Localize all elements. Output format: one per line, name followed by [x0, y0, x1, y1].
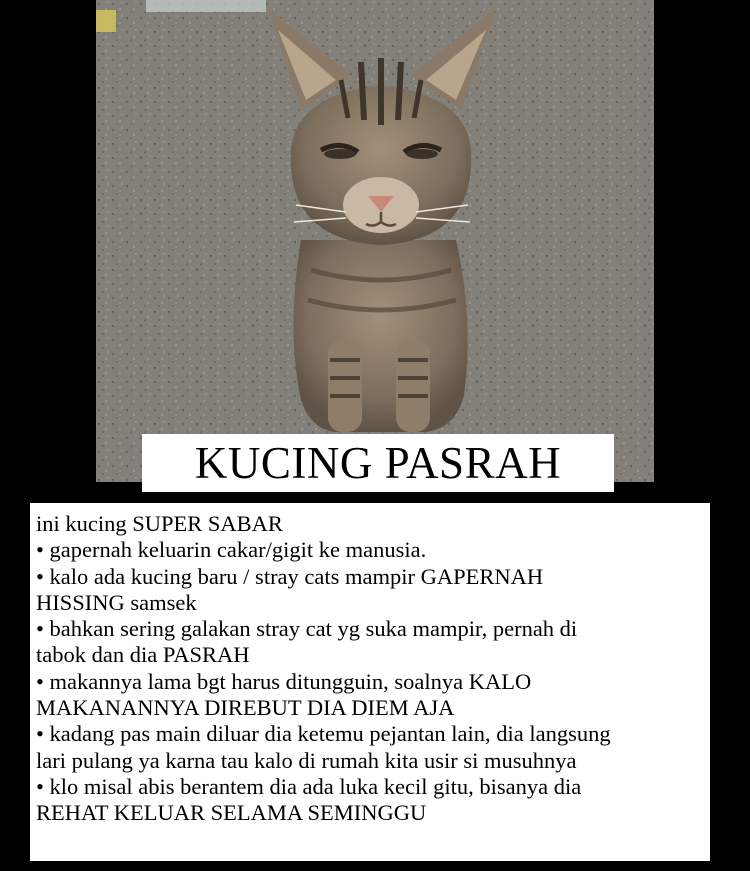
- description-line: ini kucing SUPER SABAR: [36, 511, 283, 536]
- description-line: lari pulang ya karna tau kalo di rumah kita usir si musuhnya: [36, 747, 577, 773]
- cat-photo: [96, 0, 654, 482]
- description-line: • kadang pas main diluar dia ketemu pejantan lain, dia langsung: [36, 721, 611, 747]
- description-line: REHAT KELUAR SELAMA SEMINGGU: [36, 800, 427, 826]
- description-line: • kalo ada kucing baru / stray cats mampir GAPERNAH: [36, 563, 544, 589]
- debris-bottle: [146, 0, 266, 12]
- description-line: • klo misal abis berantem dia ada luka kecil gitu, bisanya dia: [36, 773, 582, 799]
- description-line: • bahkan sering galakan stray cat yg suka mampir, pernah di: [36, 616, 578, 642]
- description-line: • gapernah keluarin cakar/gigit ke manusia.: [36, 537, 427, 563]
- description-line: • makannya lama bgt harus ditungguin, soalnya KALO: [36, 668, 532, 694]
- description-box: [30, 503, 710, 861]
- description-line: MAKANANNYA DIREBUT DIA DIEM AJA: [36, 695, 455, 721]
- description-line: HISSING samsek: [36, 589, 197, 615]
- title-banner: [142, 434, 614, 492]
- cat-illustration: [96, 0, 654, 482]
- description-line: tabok dan dia PASRAH: [36, 642, 250, 668]
- title-text: KUCING PASRAH: [194, 437, 562, 488]
- debris-yellow: [96, 10, 116, 32]
